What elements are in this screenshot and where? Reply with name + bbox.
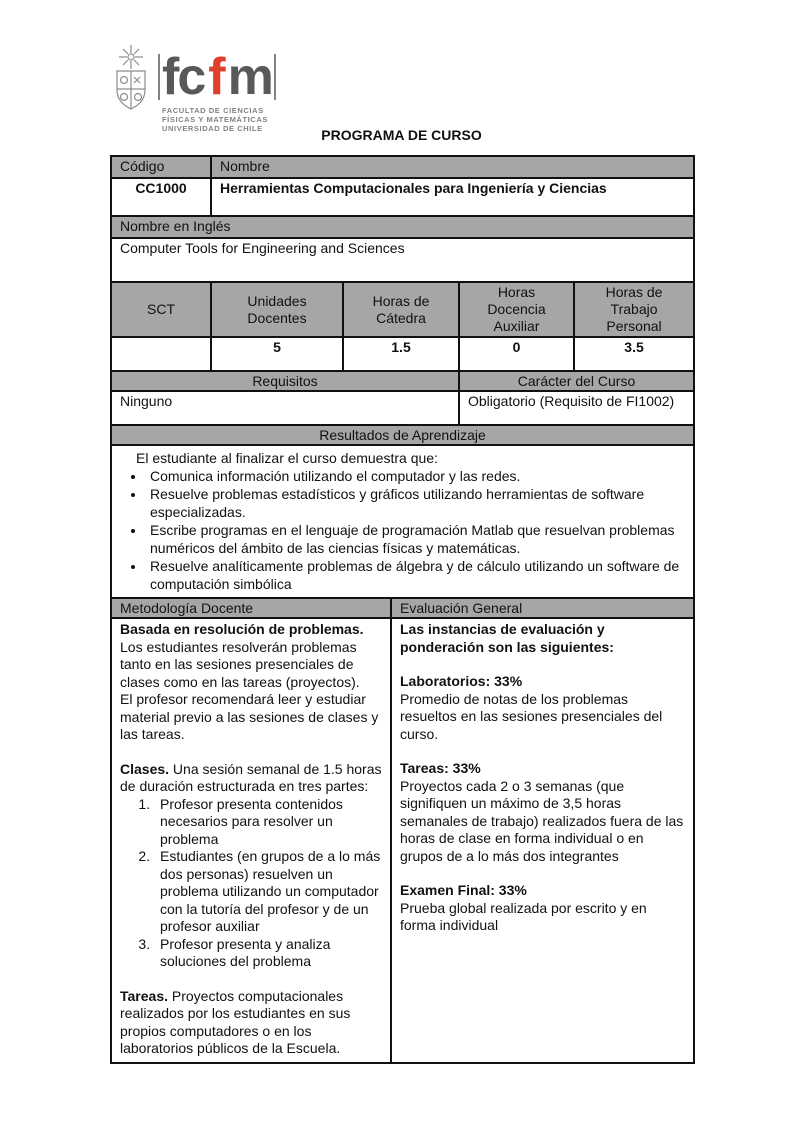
resultados-bullet: • Escribe programas en el lenguaje de programación Matlab que resuelvan problemas numéricos del ámbito de las ciencias físicas y matemáticas.	[146, 521, 685, 557]
logo-bar-right-icon	[274, 54, 276, 100]
metodologia-p1-lead: Basada en resolución de problemas.	[120, 621, 364, 637]
examen-final-heading: Examen Final: 33%	[400, 882, 527, 898]
metodologia-p4-lead: Tareas.	[120, 987, 168, 1004]
caracter-curso-value-cell: Obligatorio (Requisito de FI1002)	[459, 391, 694, 425]
examen-final-body: Prueba global realizada por escrito y en forma individual	[400, 899, 647, 933]
resultados-bullet-list	[120, 467, 685, 593]
fcfm-wordmark	[158, 44, 276, 107]
tareas-body: Proyectos cada 2 o 3 semanas (que signifiquen un máximo de 3,5 horas semanales de trabajo) realizados fuera de las horas de clase en forma individual o en grupos de a lo más dos integrantes	[400, 777, 684, 864]
fcfm-logo	[110, 44, 276, 133]
universidad-de-chile-crest-icon	[110, 44, 152, 116]
metodologia-p2: El profesor recomendará leer y estudiar material previo a las sesiones de clases y las tareas.	[120, 691, 379, 742]
wordmark-group	[158, 44, 276, 133]
evaluacion-header-cell: Evaluación General	[391, 598, 694, 618]
faculty-name-line1: FACULTAD DE CIENCIAS	[162, 106, 264, 115]
unidades-docentes-value-cell: 5	[211, 337, 343, 371]
metodologia-p3-rest: Una sesión semanal de 1.5 horas de duración estructurada en tres partes:	[120, 760, 382, 794]
spacer	[120, 971, 382, 988]
faculty-name-line2: FÍSICAS Y MATEMÁTICAS	[162, 115, 268, 124]
spacer	[120, 744, 382, 761]
clases-step: 1. Profesor presenta contenidos necesarios para resolver un problema	[154, 796, 382, 849]
clases-step: 2. Estudiantes (en grupos de a lo más dos personas) resuelven un problema utilizando un computador con la tutoría del profesor y de un profesor auxiliar	[154, 848, 382, 936]
metodologia-content-cell	[111, 618, 391, 1063]
metodologia-p4-rest: Proyectos computacionales realizados por los estudiantes en sus propios computadores o en los laboratorios públicos de la Escuela.	[120, 987, 351, 1056]
spacer	[400, 743, 685, 760]
wordmark-accent: f	[208, 48, 224, 107]
horas-catedra-value-cell: 1.5	[343, 337, 459, 371]
spacer	[400, 865, 685, 882]
faculty-name-line3: UNIVERSIDAD DE CHILE	[162, 124, 263, 133]
metodologia-evaluacion-table	[110, 597, 695, 1064]
sct-value-cell	[111, 337, 211, 371]
resultados-bullet: • Resuelve problemas estadísticos y gráficos utilizando herramientas de software especializadas.	[146, 485, 685, 521]
clases-steps-list	[120, 796, 382, 971]
nombre-ingles-header-cell: Nombre en Inglés	[111, 216, 694, 238]
page-title: PROGRAMA DE CURSO	[321, 127, 482, 143]
resultados-intro: El estudiante al finalizar el curso demuestra que:	[136, 450, 438, 466]
metodologia-p4	[120, 988, 382, 1058]
wordmark-right: m	[227, 48, 272, 107]
tareas-heading: Tareas: 33%	[400, 760, 481, 776]
star-icon	[119, 45, 143, 69]
resultados-aprendizaje-header-cell: Resultados de Aprendizaje	[111, 425, 694, 445]
codigo-header-cell: Código	[111, 156, 211, 178]
horas-trabajo-personal-value-cell: 3.5	[574, 337, 694, 371]
caracter-curso-header-cell: Carácter del Curso	[459, 371, 694, 391]
nombre-value-cell: Herramientas Computacionales para Ingeniería y Ciencias	[211, 178, 694, 216]
metodologia-p3	[120, 761, 382, 796]
metodologia-p1-rest: Los estudiantes resolverán problemas tanto en las sesiones presenciales de clases como en las tareas (proyectos).	[120, 638, 360, 690]
nombre-header-cell: Nombre	[211, 156, 694, 178]
shield-icon	[117, 71, 145, 109]
metodologia-header-cell: Metodología Docente	[111, 598, 391, 618]
horas-trabajo-personal-header-cell: Horas de Trabajo Personal	[574, 282, 694, 337]
requisitos-header-cell: Requisitos	[111, 371, 459, 391]
codigo-value-cell: CC1000	[111, 178, 211, 216]
unidades-docentes-header-cell: Unidades Docentes	[211, 282, 343, 337]
evaluacion-content-cell	[391, 618, 694, 1063]
nombre-ingles-value-cell: Computer Tools for Engineering and Sciences	[111, 238, 694, 282]
horas-docencia-auxiliar-header-cell: Horas Docencia Auxiliar	[459, 282, 574, 337]
evaluacion-intro: Las instancias de evaluación y ponderación son las siguientes:	[400, 621, 614, 655]
laboratorios-heading: Laboratorios: 33%	[400, 673, 523, 689]
course-info-table	[110, 155, 695, 599]
spacer	[400, 656, 685, 673]
wordmark-left: fc	[162, 48, 205, 107]
laboratorios-body: Promedio de notas de los problemas resueltos en las sesiones presenciales del curso.	[400, 690, 663, 742]
sct-header-cell: SCT	[111, 282, 211, 337]
requisitos-value-cell: Ninguno	[111, 391, 459, 425]
metodologia-p3-lead: Clases.	[120, 760, 170, 777]
resultados-aprendizaje-content-cell	[111, 445, 694, 598]
horas-catedra-header-cell: Horas de Cátedra	[343, 282, 459, 337]
horas-docencia-auxiliar-value-cell: 0	[459, 337, 574, 371]
metodologia-p1	[120, 621, 382, 691]
resultados-bullet: • Resuelve analíticamente problemas de álgebra y de cálculo utilizando un software de computación simbólica	[146, 557, 685, 593]
resultados-bullet: • Comunica información utilizando el computador y las redes.	[146, 467, 685, 485]
clases-step: 3. Profesor presenta y analiza soluciones del problema	[154, 936, 382, 971]
